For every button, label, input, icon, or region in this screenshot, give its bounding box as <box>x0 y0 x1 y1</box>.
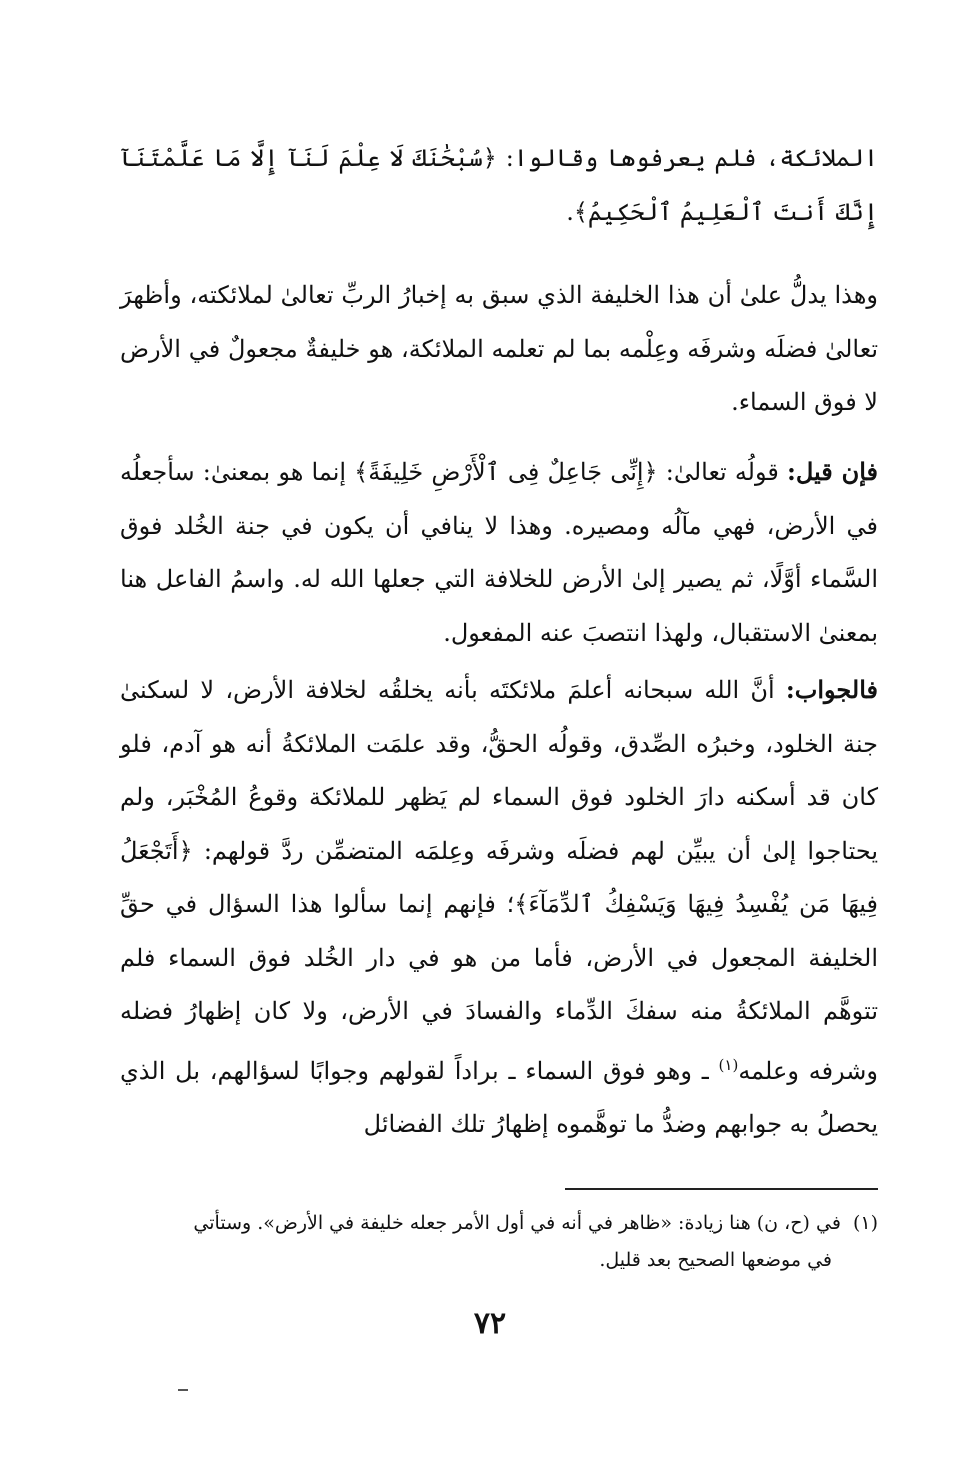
paragraph-3-lead: فإن قيل: <box>787 457 879 486</box>
paragraph-2 <box>120 269 878 430</box>
footnotes <box>120 1205 878 1279</box>
footnote-text: في (ح، ن) هنا زيادة: «ظاهر في أنه في أول الأمر جعله خليفة في الأرض». وستأتي <box>193 1212 841 1234</box>
paragraph-4-text <box>120 663 878 1152</box>
paragraph-4 <box>120 663 878 1152</box>
footnote-marker: (١) <box>852 1212 878 1234</box>
paragraph-3 <box>120 445 878 660</box>
paragraph-3-body: قولُه تعالىٰ: ﴿إِنِّى جَاعِلٌ فِى ٱلْأَرْضِ خَلِيفَةً﴾ إنما هو بمعنىٰ: سأجعلُه في الأرض، فهي مآلُه ومصيره. وهذا لا ينافي أن يكون في جنة الخُلد فوق السَّماء أوَّلًا، ثم يصير إلىٰ الأرض للخلافة التي جعلها الله له. واسمُ الفاعل هنا بمعنىٰ الاستقبال، ولهذا انتصبَ عنه المفعول. <box>120 458 878 647</box>
paragraph-4-body: أنَّ الله سبحانه أعلمَ ملائكتَه بأنه يخلقُه لخلافة الأرض، لا لسكنىٰ جنة الخلود، وخبرُه الصِّدق، وقولُه الحقُّ، وقد علمَت الملائكةُ أنه هو آدم، فلو كان قد أسكنه دارَ الخلود فوق السماء لم يَظهر للملائكة وقوعُ المُخْبَر، ولم يحتاجوا إلىٰ أن يبيِّن لهم فضلَه وشرفَه وعِلمَه المتضمِّن ردَّ قولهم: ﴿أَتَجْعَلُ فِيهَا مَن يُفْسِدُ فِيهَا وَيَسْفِكُ ٱلدِّمَآءَ﴾؛ فإنهم إنما سألوا هذا السؤال في حقِّ الخليفة المجعول في الأرض، فأما من هو في دار الخُلد فوق السماء فلم تتوهَّم الملائكةُ منه سفكَ الدِّماء والفسادَ في الأرض، ولا كان إظهارُ فضله وشرفه وعلمه <box>120 676 879 1085</box>
paragraph-4-body-continued: ـ وهو فوق السماء ـ براداً لقولهم وجوابًا لسؤالهم، بل الذي يحصلُ به جوابهم وضدُّ ما توهَّموه إظهارُ تلك الفضائل <box>120 1056 878 1138</box>
footnote-1-continuation: في موضعها الصحيح بعد قليل. <box>599 1249 832 1271</box>
paragraph-2-text: وهذا يدلُّ علىٰ أن هذا الخليفة الذي سبق به إخبارُ الربِّ تعالىٰ لملائكته، وأظهرَ تعالىٰ فضلَه وشرفَه وعِلْمه بما لم تعلمه الملائكة، هو خليفةٌ مجعولٌ في الأرض لا فوق السماء. <box>120 281 878 416</box>
paragraph-4-lead: فالجواب: <box>785 675 878 704</box>
scan-mark <box>178 1389 188 1391</box>
footnote-divider <box>565 1188 878 1190</box>
paragraph-1 <box>120 132 878 239</box>
footnote-reference[interactable]: (١) <box>718 1055 739 1074</box>
paragraph-1-text: الملائكة، فلم يعرفوها وقالوا: ﴿سُبْحَٰنَكَ لَا عِلْمَ لَنَآ إِلَّا مَا عَلَّمْتَنَآ إِنَّكَ أَنتَ ٱلْعَلِيمُ ٱلْحَكِيمُ﴾. <box>120 144 878 226</box>
footnote-1 <box>120 1205 878 1242</box>
paragraph-3-text <box>120 445 878 660</box>
page-number: ٧٢ <box>473 1306 507 1341</box>
